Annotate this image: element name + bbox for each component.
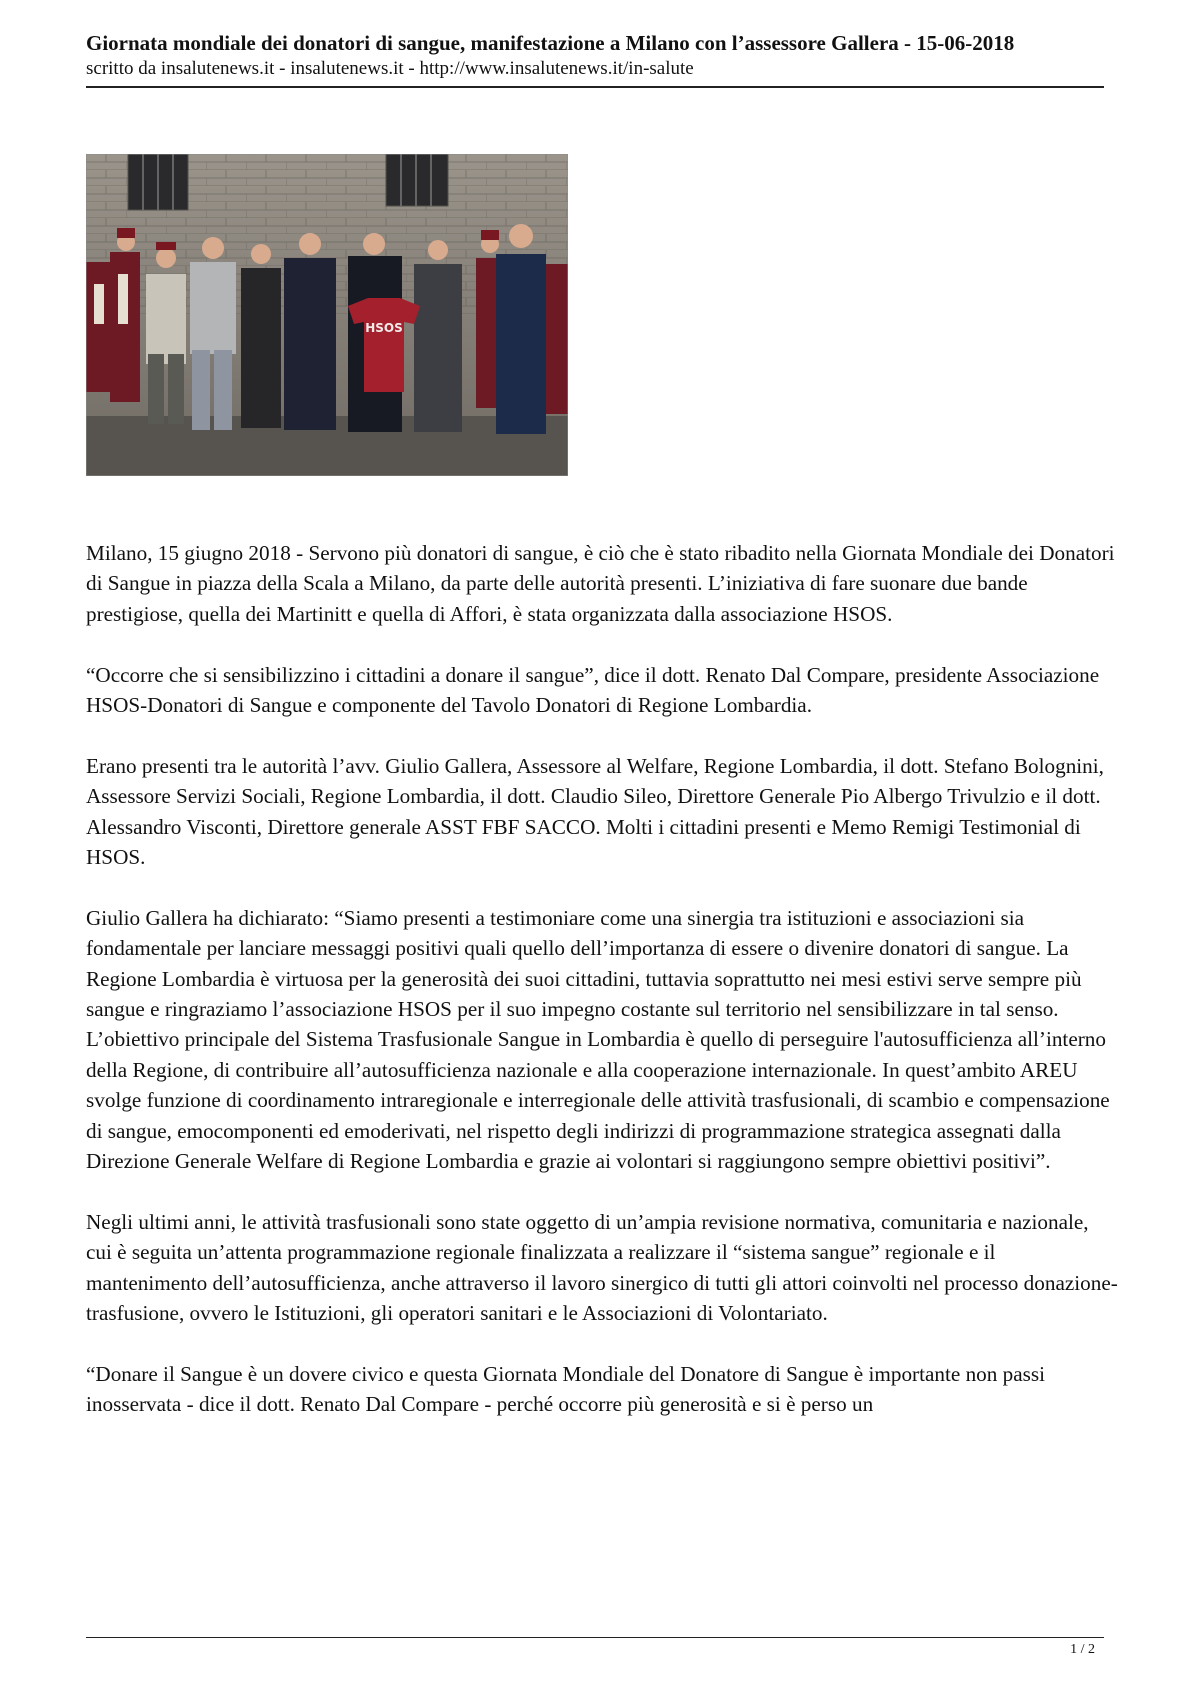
article-paragraph: Milano, 15 giugno 2018 - Servono più donatori di sangue, è ciò che è stato ribadito nella Giornata Mondiale dei Donatori di Sangue in piazza della Scala a Milano, da parte delle autorità presenti. L’iniziativa di fare suonare due bande prestigiose, quella dei Martinitt e quella di Affori, è stata organizzata dalla associazione HSOS. <box>86 541 1115 626</box>
page-number: 1 / 2 <box>1070 1642 1095 1657</box>
article-paragraph: “Occorre che si sensibilizzino i cittadini a donare il sangue”, dice il dott. Renato Dal Compare, presidente Associazione HSOS-Donatori di Sangue e componente del Tavolo Donatori di Regione Lombardia. <box>86 662 1100 718</box>
event-photo <box>86 154 568 476</box>
article-paragraph: Giulio Gallera ha dichiarato: “Siamo presenti a testimoniare come una sinergia tra istituzioni e associazioni sia fondamentale per lanciare messaggi positivi quali quello dell’importanza di essere o divenire donatori di sangue. La Regione Lombardia è virtuosa per la generosità dei suoi cittadini, tuttavia soprattutto nei mesi estivi serve sempre più sangue e ringraziamo l’associazione HSOS per il suo impegno costante sul territorio nel sensibilizzare in tal senso. L’obiettivo principale del Sistema Trasfusionale Sangue in Lombardia è quello di perseguire l'autosufficienza all’interno della Regione, di contribuire all’autosufficienza nazionale e alla cooperazione internazionale. In quest’ambito AREU svolge funzione di coordinamento intraregionale e interregionale delle attività trasfusionali, di scambio e compensazione di sangue, emocomponenti ed emoderivati, nel rispetto degli indirizzi di programmazione strategica assegnati dalla Direzione Generale Welfare di Regione Lombardia e grazie ai volontari si raggiungono sempre obiettivi positivi”. <box>86 905 1110 1174</box>
article-paragraph: “Donare il Sangue è un dovere civico e questa Giornata Mondiale del Donatore di Sangue è importante non passi inosservata - dice il dott. Renato Dal Compare - perché occorre più generosità e si è perso un <box>86 1361 1046 1417</box>
footer-divider <box>86 1637 1104 1638</box>
article-title: Giornata mondiale dei donatori di sangue, manifestazione a Milano con l’assessore Gallera - 15-06-2018 <box>86 31 1015 55</box>
article-byline: scritto da insalutenews.it - insalutenews.it - http://www.insalutenews.it/in-salute <box>86 58 694 79</box>
article-body <box>86 538 1118 1450</box>
shirt-logo-text: HSOS <box>365 321 403 335</box>
article-paragraph: Negli ultimi anni, le attività trasfusionali sono state oggetto di un’ampia revisione normativa, comunitaria e nazionale, cui è seguita un’attenta programmazione regionale finalizzata a realizzare il “sistema sangue” regionale e il mantenimento dell’autosufficienza, anche attraverso il lavoro sinergico di tutti gli attori coinvolti nel processo donazione-trasfusione, ovvero le Istituzioni, gli operatori sanitari e le Associazioni di Volontariato. <box>86 1209 1118 1326</box>
page-header <box>86 30 1104 81</box>
header-divider <box>86 86 1104 88</box>
article-paragraph: Erano presenti tra le autorità l’avv. Giulio Gallera, Assessore al Welfare, Regione Lombardia, il dott. Stefano Bolognini, Assessore Servizi Sociali, Regione Lombardia, il dott. Claudio Sileo, Direttore Generale Pio Albergo Trivulzio e il dott. Alessandro Visconti, Direttore generale ASST FBF SACCO. Molti i cittadini presenti e Memo Remigi Testimonial di HSOS. <box>86 753 1104 870</box>
